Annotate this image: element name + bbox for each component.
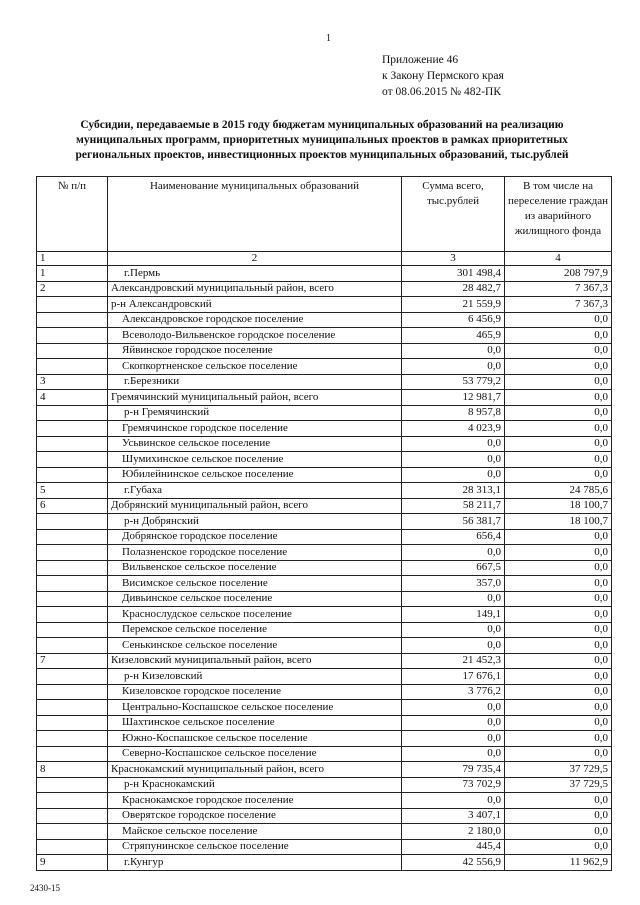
row-relocation: 0,0 [505, 576, 612, 592]
row-name: Стряпунинское сельское поселение [108, 839, 402, 855]
header-relocation: В том числе на переселение граждан из аварийного жилищного фонда [505, 177, 612, 252]
row-relocation: 0,0 [505, 343, 612, 359]
row-number [37, 297, 108, 313]
row-name: Гремячинский муниципальный район, всего [108, 390, 402, 406]
table-row [37, 529, 612, 545]
table-row [37, 839, 612, 855]
table-row [37, 452, 612, 468]
row-number [37, 777, 108, 793]
table-row [37, 762, 612, 778]
table-row [37, 560, 612, 576]
table-row [37, 405, 612, 421]
row-name: Сенькинское сельское поселение [108, 638, 402, 654]
row-sum: 6 456,9 [402, 312, 505, 328]
table-row [37, 359, 612, 375]
row-relocation: 0,0 [505, 839, 612, 855]
appendix-line-1: Приложение 46 [382, 54, 459, 66]
row-name: г.Кунгур [108, 855, 402, 871]
table-row [37, 653, 612, 669]
row-relocation: 0,0 [505, 715, 612, 731]
table-row [37, 669, 612, 685]
row-sum: 301 498,4 [402, 266, 505, 282]
row-sum: 8 957,8 [402, 405, 505, 421]
row-sum: 0,0 [402, 638, 505, 654]
row-relocation: 0,0 [505, 312, 612, 328]
table-row [37, 855, 612, 871]
row-number: 9 [37, 855, 108, 871]
row-sum: 28 482,7 [402, 281, 505, 297]
row-name: Кизеловское городское поселение [108, 684, 402, 700]
row-sum: 3 776,2 [402, 684, 505, 700]
table-row [37, 483, 612, 499]
row-number [37, 591, 108, 607]
row-number [37, 560, 108, 576]
row-name: Добрянское городское поселение [108, 529, 402, 545]
row-sum: 3 407,1 [402, 808, 505, 824]
table-row [37, 343, 612, 359]
row-number: 3 [37, 374, 108, 390]
table-row [37, 281, 612, 297]
row-number [37, 793, 108, 809]
row-sum: 79 735,4 [402, 762, 505, 778]
row-relocation: 0,0 [505, 436, 612, 452]
row-sum: 28 313,1 [402, 483, 505, 499]
row-number [37, 638, 108, 654]
row-number: 8 [37, 762, 108, 778]
table-row [37, 622, 612, 638]
row-relocation: 0,0 [505, 746, 612, 762]
table-row [37, 824, 612, 840]
column-number: 3 [402, 252, 505, 266]
row-name: Александровский муниципальный район, всего [108, 281, 402, 297]
row-name: Усьвинское сельское поселение [108, 436, 402, 452]
row-name: Оверятское городское поселение [108, 808, 402, 824]
row-number [37, 839, 108, 855]
row-number [37, 545, 108, 561]
row-relocation: 0,0 [505, 421, 612, 437]
row-relocation: 0,0 [505, 452, 612, 468]
row-number: 7 [37, 653, 108, 669]
row-relocation: 208 797,9 [505, 266, 612, 282]
table-row [37, 731, 612, 747]
header-number: № п/п [37, 177, 108, 252]
row-name: Гремячинское городское поселение [108, 421, 402, 437]
row-sum: 667,5 [402, 560, 505, 576]
row-sum: 12 981,7 [402, 390, 505, 406]
table-row [37, 808, 612, 824]
table-row [37, 436, 612, 452]
row-name: р-н Гремячинский [108, 405, 402, 421]
row-relocation: 0,0 [505, 638, 612, 654]
table-row [37, 390, 612, 406]
row-relocation: 7 367,3 [505, 297, 612, 313]
row-relocation: 0,0 [505, 808, 612, 824]
appendix-block [382, 52, 504, 100]
row-number [37, 436, 108, 452]
row-relocation: 0,0 [505, 374, 612, 390]
row-name: Шахтинское сельское поселение [108, 715, 402, 731]
row-sum: 0,0 [402, 793, 505, 809]
row-sum: 0,0 [402, 467, 505, 483]
row-name: Краснокамский муниципальный район, всего [108, 762, 402, 778]
column-number: 2 [108, 252, 402, 266]
row-number [37, 622, 108, 638]
table-row [37, 297, 612, 313]
table-row [37, 374, 612, 390]
table-header-row [37, 177, 612, 252]
row-relocation: 0,0 [505, 607, 612, 623]
row-name: Александровское городское поселение [108, 312, 402, 328]
table-row [37, 700, 612, 716]
table-row [37, 607, 612, 623]
row-sum: 21 559,9 [402, 297, 505, 313]
row-name: Краснослудское сельское поселение [108, 607, 402, 623]
row-name: р-н Краснокамский [108, 777, 402, 793]
row-number [37, 607, 108, 623]
row-relocation: 24 785,6 [505, 483, 612, 499]
row-relocation: 0,0 [505, 824, 612, 840]
row-sum: 0,0 [402, 715, 505, 731]
table-row [37, 467, 612, 483]
row-name: Дивьинское сельское поселение [108, 591, 402, 607]
row-name: Вильвенское сельское поселение [108, 560, 402, 576]
row-sum: 0,0 [402, 731, 505, 747]
row-sum: 42 556,9 [402, 855, 505, 871]
row-relocation: 0,0 [505, 653, 612, 669]
page-number: 1 [326, 33, 331, 44]
row-sum: 58 211,7 [402, 498, 505, 514]
row-sum: 0,0 [402, 591, 505, 607]
document-title: Субсидии, передаваемые в 2015 году бюджетам муниципальных образований на реализацию муниципальных программ, приоритетных муниципальных проектов в рамках приоритетных региональных проектов, инвестиционных проектов муниципальных образований, тыс.рублей [75, 119, 569, 161]
row-name: Центрально-Коспашское сельское поселение [108, 700, 402, 716]
row-relocation: 37 729,5 [505, 762, 612, 778]
column-number-row [37, 252, 612, 266]
table-row [37, 793, 612, 809]
row-relocation: 0,0 [505, 328, 612, 344]
row-number [37, 731, 108, 747]
appendix-line-2: к Закону Пермского края [382, 70, 504, 82]
row-name: Перемское сельское поселение [108, 622, 402, 638]
row-relocation: 7 367,3 [505, 281, 612, 297]
row-sum: 465,9 [402, 328, 505, 344]
row-name: г.Губаха [108, 483, 402, 499]
row-sum: 73 702,9 [402, 777, 505, 793]
header-sum: Сумма всего, тыс.рублей [402, 177, 505, 252]
row-relocation: 0,0 [505, 684, 612, 700]
row-relocation: 0,0 [505, 545, 612, 561]
row-name: Добрянский муниципальный район, всего [108, 498, 402, 514]
row-number [37, 746, 108, 762]
row-relocation: 0,0 [505, 529, 612, 545]
table-row [37, 591, 612, 607]
table-row [37, 545, 612, 561]
row-sum: 0,0 [402, 436, 505, 452]
row-relocation: 0,0 [505, 793, 612, 809]
row-number [37, 700, 108, 716]
footer-code: 2430-15 [30, 883, 60, 893]
table-row [37, 421, 612, 437]
row-sum: 0,0 [402, 343, 505, 359]
row-relocation: 18 100,7 [505, 498, 612, 514]
row-name: Краснокамское городское поселение [108, 793, 402, 809]
row-name: Майское сельское поселение [108, 824, 402, 840]
row-number [37, 576, 108, 592]
row-name: Северно-Коспашское сельское поселение [108, 746, 402, 762]
row-sum: 56 381,7 [402, 514, 505, 530]
row-relocation: 0,0 [505, 622, 612, 638]
row-number [37, 684, 108, 700]
row-name: р-н Добрянский [108, 514, 402, 530]
header-name: Наименование муниципальных образований [108, 177, 402, 252]
row-name: Скопкортненское сельское поселение [108, 359, 402, 375]
row-number [37, 359, 108, 375]
row-name: г.Березники [108, 374, 402, 390]
row-sum: 53 779,2 [402, 374, 505, 390]
row-sum: 0,0 [402, 746, 505, 762]
row-number [37, 669, 108, 685]
row-number [37, 452, 108, 468]
row-name: р-н Александровский [108, 297, 402, 313]
row-name: Висимское сельское поселение [108, 576, 402, 592]
row-number: 6 [37, 498, 108, 514]
row-sum: 149,1 [402, 607, 505, 623]
row-relocation: 37 729,5 [505, 777, 612, 793]
row-number [37, 343, 108, 359]
row-number: 2 [37, 281, 108, 297]
row-number: 5 [37, 483, 108, 499]
table-row [37, 266, 612, 282]
row-relocation: 0,0 [505, 731, 612, 747]
row-number: 4 [37, 390, 108, 406]
table-row [37, 777, 612, 793]
row-relocation: 0,0 [505, 560, 612, 576]
row-sum: 445,4 [402, 839, 505, 855]
row-number: 1 [37, 266, 108, 282]
row-number [37, 328, 108, 344]
row-name: г.Пермь [108, 266, 402, 282]
table-row [37, 684, 612, 700]
table-row [37, 328, 612, 344]
row-sum: 21 452,3 [402, 653, 505, 669]
column-number: 1 [37, 252, 108, 266]
row-name: Всеволодо-Вильвенское городское поселение [108, 328, 402, 344]
row-number [37, 808, 108, 824]
table-row [37, 498, 612, 514]
table-row [37, 514, 612, 530]
column-number: 4 [505, 252, 612, 266]
row-name: Яйвинское городское поселение [108, 343, 402, 359]
row-sum: 4 023,9 [402, 421, 505, 437]
row-relocation: 18 100,7 [505, 514, 612, 530]
row-name: р-н Кизеловский [108, 669, 402, 685]
subsidies-table [36, 176, 612, 871]
row-sum: 17 676,1 [402, 669, 505, 685]
row-sum: 656,4 [402, 529, 505, 545]
row-relocation: 0,0 [505, 700, 612, 716]
row-sum: 0,0 [402, 622, 505, 638]
row-name: Юбилейнинское сельское поселение [108, 467, 402, 483]
row-name: Южно-Коспашское сельское поселение [108, 731, 402, 747]
row-relocation: 0,0 [505, 467, 612, 483]
row-number [37, 467, 108, 483]
row-relocation: 0,0 [505, 359, 612, 375]
row-relocation: 0,0 [505, 390, 612, 406]
row-sum: 0,0 [402, 359, 505, 375]
row-number [37, 421, 108, 437]
row-sum: 0,0 [402, 700, 505, 716]
row-relocation: 0,0 [505, 669, 612, 685]
row-name: Шумихинское сельское поселение [108, 452, 402, 468]
row-number [37, 405, 108, 421]
row-number [37, 312, 108, 328]
row-number [37, 514, 108, 530]
row-sum: 2 180,0 [402, 824, 505, 840]
appendix-line-3: от 08.06.2015 № 482-ПК [382, 86, 502, 98]
row-relocation: 11 962,9 [505, 855, 612, 871]
row-number [37, 529, 108, 545]
row-sum: 0,0 [402, 452, 505, 468]
row-number [37, 715, 108, 731]
row-sum: 0,0 [402, 545, 505, 561]
table-row [37, 715, 612, 731]
row-relocation: 0,0 [505, 405, 612, 421]
row-number [37, 824, 108, 840]
row-name: Полазненское городское поселение [108, 545, 402, 561]
row-name: Кизеловский муниципальный район, всего [108, 653, 402, 669]
table-row [37, 312, 612, 328]
table-row [37, 746, 612, 762]
row-relocation: 0,0 [505, 591, 612, 607]
table-row [37, 576, 612, 592]
table-row [37, 638, 612, 654]
row-sum: 357,0 [402, 576, 505, 592]
